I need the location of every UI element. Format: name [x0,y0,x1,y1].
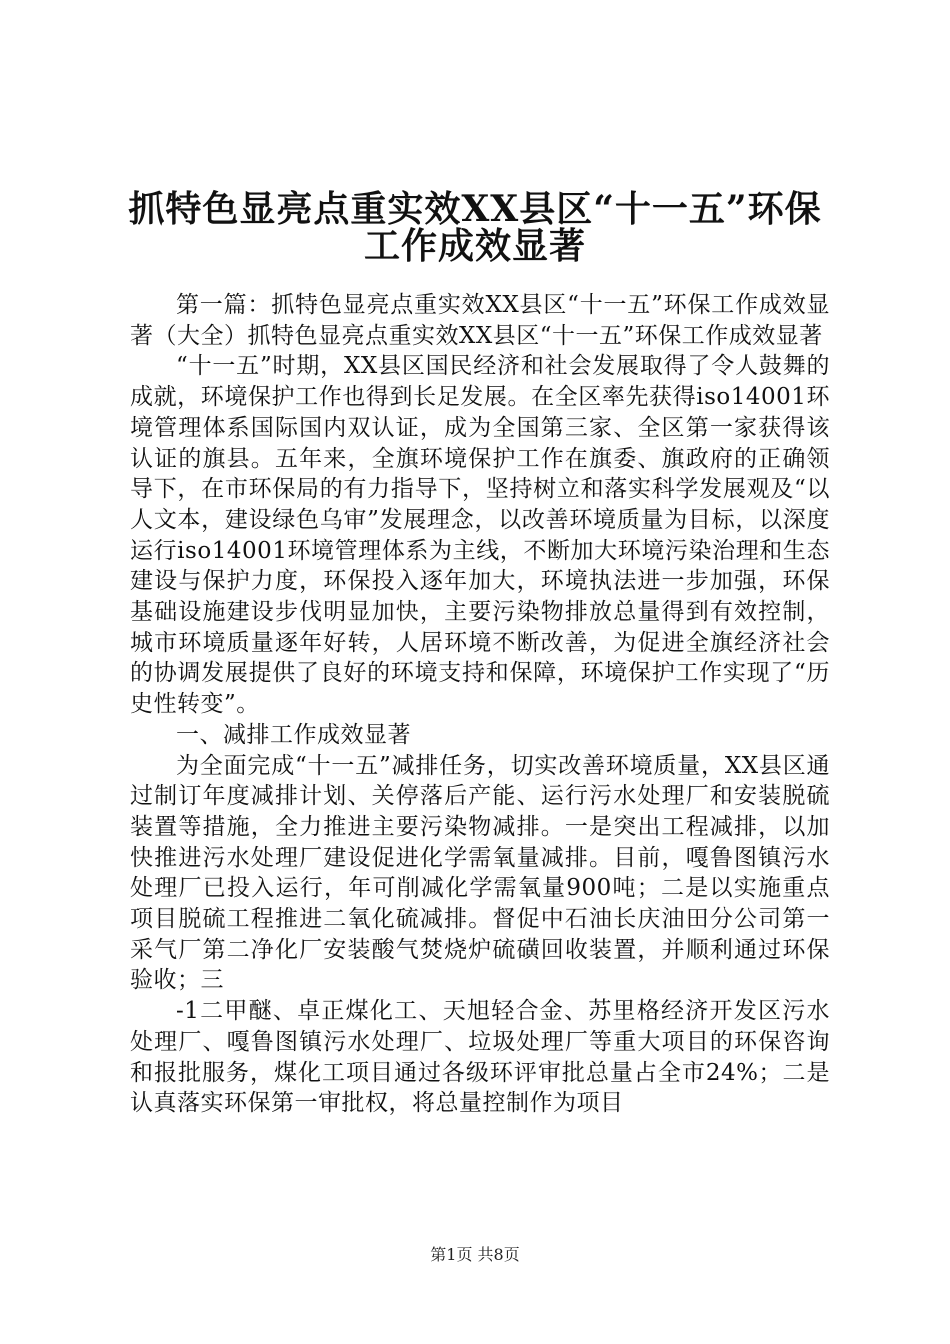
section-heading-1: 一、减排工作成效显著 [176,721,411,748]
paragraph-intro: 第一篇：抓特色显亮点重实效XX县区“十一五”环保工作成效显著（大全）抓特色显亮点重实效XX县区“十一五”环保工作成效显著 [130,292,830,349]
document-body [130,290,830,1119]
paragraph-overview: “十一五”时期，XX县区国民经济和社会发展取得了令人鼓舞的成就，环境保护工作也得到长足发展。在全区率先获得iso14001环境管理体系国际国内双认证，成为全国第三家、全区第一家获得该认证的旗县。五年来，全旗环境保护工作在旗委、旗政府的正确领导下，在市环保局的有力指导下，坚持树立和落实科学发展观及“以人文本，建设绿色乌审”发展理念，以改善环境质量为目标，以深度运行iso14001环境管理体系为主线，不断加大环境污染治理和生态建设与保护力度，环保投入逐年加大，环境执法进一步加强，环保基础设施建设步伐明显加快，主要污染物排放总量得到有效控制，城市环境质量逐年好转，人居环境不断改善，为促进全旗经济社会的协调发展提供了良好的环境支持和保障，环境保护工作实现了“历史性转变”。 [130,353,830,718]
paragraph-emission-reduction: 为全面完成“十一五”减排任务，切实改善环境质量，XX县区通过制订年度减排计划、关停落后产能、运行污水处理厂和安装脱硫装置等措施，全力推进主要污染物减排。一是突出工程减排，以加快推进污水处理厂建设促进化学需氧量减排。目前，嘎鲁图镇污水处理厂已投入运行，年可削减化学需氧量900吨；二是以实施重点项目脱硫工程推进二氧化硫减排。督促中石油长庆油田分公司第一采气厂第二净化厂安装酸气焚烧炉硫磺回收装置，并顺利通过环保验收；三 [130,752,830,994]
document-title-line-2: 工作成效显著 [363,225,586,267]
page-number: 第1页 共8页 [430,1245,520,1264]
document-title-line-1: 抓特色显亮点重实效XX县区“十一五”环保 [128,188,822,230]
paragraph-projects: -1二甲醚、卓正煤化工、天旭轻合金、苏里格经济开发区污水处理厂、嘎鲁图镇污水处理厂、垃圾处理厂等重大项目的环保咨询和报批服务，煤化工项目通过各级环评审批总量占全市24%；二是认真落实环保第一审批权，将总量控制作为项目 [130,998,830,1117]
